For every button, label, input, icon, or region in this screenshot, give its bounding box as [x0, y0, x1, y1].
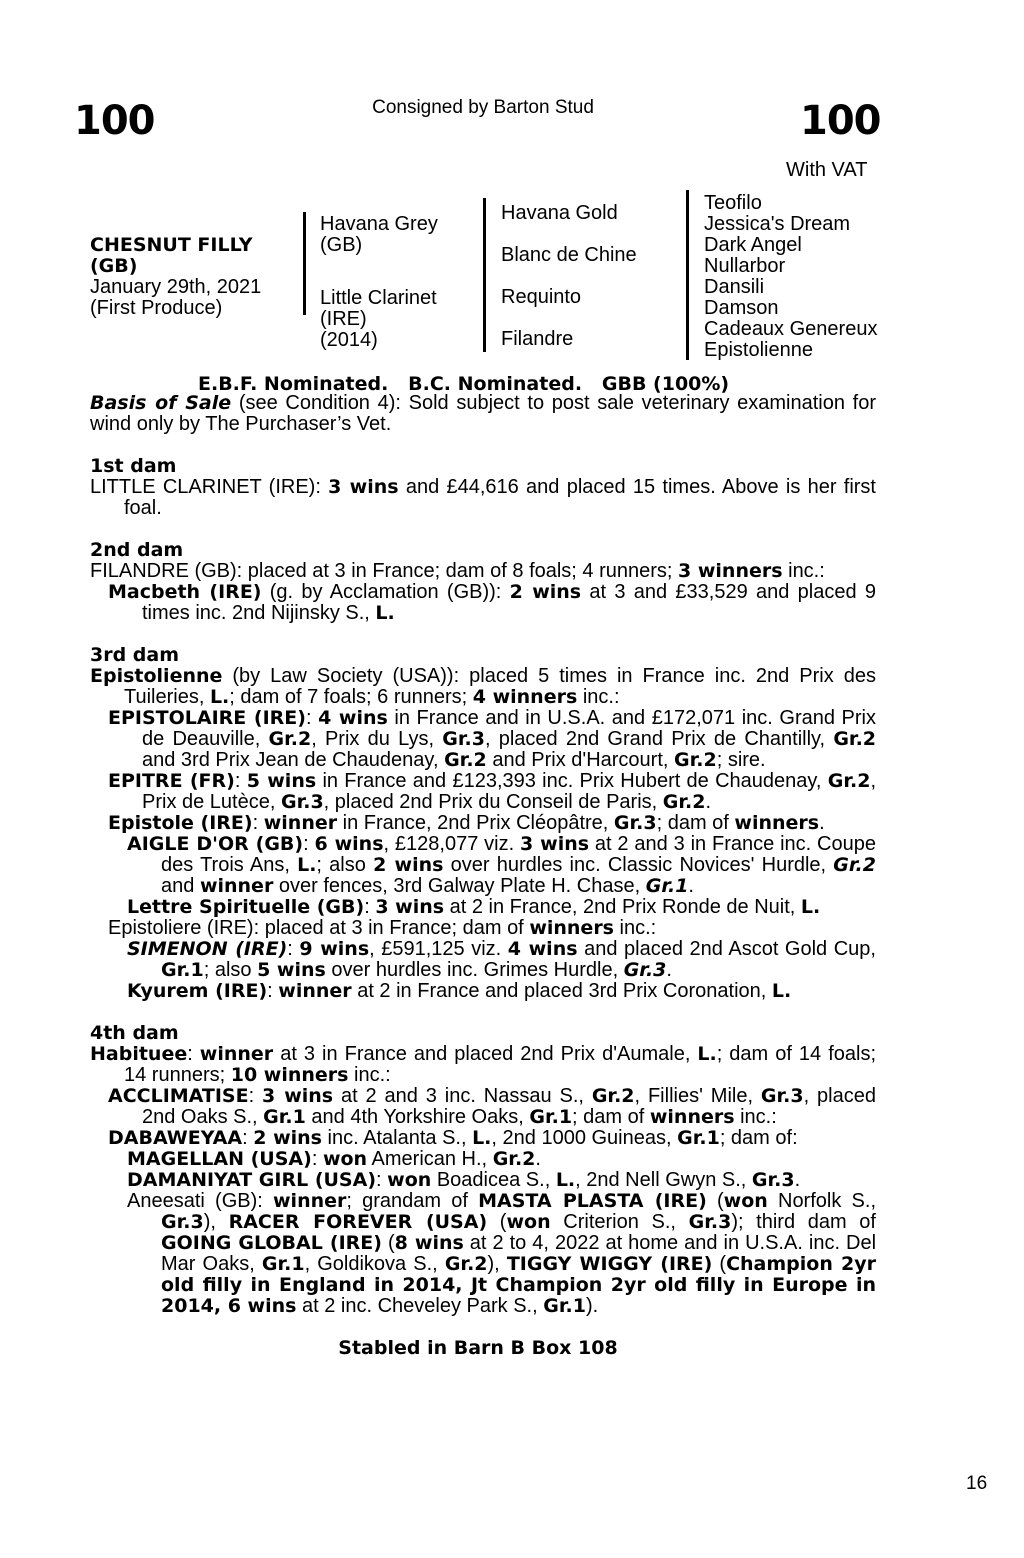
record-text: Gr.3 [280, 791, 324, 813]
record-text: inc.: [348, 1064, 391, 1086]
record-text: inc. Atalanta S., [321, 1127, 473, 1149]
nominations: E.B.F. Nominated. B.C. Nominated. GBB (100%) [198, 373, 730, 395]
record-text: and £44,616 and placed 15 times. Above is her first foal. [124, 476, 876, 519]
record-text: at 3 in France and placed 2nd Prix d'Aumale, [273, 1043, 698, 1065]
record-text: 6 wins [314, 833, 384, 855]
record-text: winner [263, 812, 338, 834]
record-text: GOING GLOBAL (IRE) [161, 1232, 382, 1254]
record-text: , £591,125 viz. [369, 938, 508, 960]
record-text: Gr.2 [827, 770, 871, 792]
record-text: Gr.2 [492, 1148, 536, 1170]
record-text: Criterion S., [550, 1211, 689, 1233]
record-text: L. [555, 1169, 576, 1191]
lot-number-left: 100 [74, 98, 155, 144]
record-text: RACER FOREVER (USA) [228, 1211, 488, 1233]
record-text: ; sire. [716, 749, 766, 771]
dam-record [90, 477, 876, 519]
progeny-record [127, 1149, 876, 1170]
record-text: , Prix de Lutèce, [142, 770, 876, 813]
record-text: Boadicea S., [431, 1169, 556, 1191]
record-text: , Fillies' Mile, [634, 1085, 761, 1107]
record-text: at 3 and £33,529 and placed 9 times inc. 2nd Nijinsky S., [142, 581, 876, 624]
record-text: Gr.2 [662, 791, 706, 813]
pedigree-sire [320, 214, 438, 256]
record-text: Habituee [90, 1043, 188, 1065]
record-text: (g. by Acclamation (GB)): [261, 581, 510, 603]
pedigree-divider-2 [483, 198, 486, 352]
pedigree-dam [320, 288, 437, 351]
record-text: L. [472, 1127, 492, 1149]
record-text: Epistole (IRE) [108, 812, 253, 834]
record-text: 8 wins [394, 1232, 464, 1254]
pedigree-gen2-4: Filandre [501, 328, 574, 350]
record-text: MAGELLAN (USA) [127, 1148, 312, 1170]
record-text: 3 wins [520, 833, 590, 855]
record-text: in France and £123,393 inc. Prix Hubert de Chaudenay, [316, 770, 828, 792]
record-text: 5 wins [257, 959, 326, 981]
record-text: Gr.3 [613, 812, 657, 834]
record-text: Macbeth (IRE) [108, 581, 262, 603]
record-text: AIGLE D'OR (GB) [127, 833, 304, 855]
record-text: 4 winners [472, 686, 578, 708]
record-text: : [376, 1169, 388, 1191]
progeny-record [108, 582, 876, 624]
dam-country: (IRE) [320, 308, 367, 330]
record-text: ( [706, 1190, 724, 1212]
record-text: , 2nd Nell Gwyn S., [575, 1169, 752, 1191]
section-heading: 1st dam [90, 455, 177, 477]
record-text: Gr.3 [751, 1169, 795, 1191]
gen3-name: Nullarbor [704, 255, 786, 277]
record-text: . [666, 959, 672, 981]
record-text: , placed 2nd Prix du Conseil de Paris, [323, 791, 663, 813]
record-text: ( [487, 1211, 507, 1233]
record-text: at 2 and 3 in France inc. Coupe des Trois Ans, [161, 833, 876, 876]
record-text: won [506, 1211, 551, 1233]
record-text: inc.: [734, 1106, 777, 1128]
record-text: at 2 inc. Cheveley Park S., [296, 1295, 544, 1317]
gen3-name: Jessica's Dream [704, 213, 851, 235]
record-text: TIGGY WIGGY (IRE) [506, 1253, 713, 1275]
record-text: ), [203, 1211, 229, 1233]
record-text: Gr.2 [591, 1085, 635, 1107]
record-text: ; dam of: [719, 1127, 798, 1149]
record-text: at 2 to 4, 2022 at home and in U.S.A. inc. Del Mar Oaks, [161, 1232, 877, 1275]
dam-sections [90, 435, 876, 1317]
record-text: : [242, 1127, 254, 1149]
record-text: over hurdles inc. Grimes Hurdle, [325, 959, 624, 981]
record-text: in France, 2nd Prix Cléopâtre, [337, 812, 614, 834]
record-text: DABAWEYAA [108, 1127, 243, 1149]
progeny-record [108, 708, 876, 771]
record-text: Champion 2yr old filly in England in 2014, Jt Champion 2yr old filly in Europe in 2014, 6 wins [161, 1253, 876, 1317]
progeny-record [127, 981, 876, 1002]
record-text: : [303, 833, 315, 855]
record-text: , placed 2nd Oaks S., [142, 1085, 876, 1128]
record-text: LITTLE CLARINET (IRE): [90, 476, 329, 498]
record-text: ). [585, 1295, 599, 1317]
record-text: winner [273, 1190, 347, 1212]
record-text: , Goldikova S., [304, 1253, 445, 1275]
basis-text: (see Condition 4): Sold subject to post sale veterinary examination for wind only by The Purchaser’s Vet. [90, 392, 877, 435]
record-text: Gr.3 [442, 728, 485, 750]
record-text: ); third dam of [731, 1211, 876, 1233]
record-text: ; grandam of [346, 1190, 479, 1212]
record-text: 4 wins [318, 707, 388, 729]
record-text: EPISTOLAIRE (IRE) [108, 707, 306, 729]
record-text: L. [800, 896, 821, 918]
record-text: Gr.3 [688, 1211, 732, 1233]
record-text: 3 wins [262, 1085, 334, 1107]
record-text: 3 wins [375, 896, 445, 918]
horse-title: CHESNUT FILLY [90, 234, 253, 256]
progeny-record [108, 918, 876, 939]
pedigree-divider-3 [686, 190, 689, 360]
record-text: Gr.1 [261, 1253, 305, 1275]
record-text: SIMENON (IRE) [127, 938, 288, 960]
record-text: 10 winners [230, 1064, 349, 1086]
record-text: . [535, 1148, 541, 1170]
record-text: 3 winners [678, 560, 783, 582]
pedigree-body [90, 393, 876, 1359]
record-text: ; also [316, 854, 374, 876]
foaling-date: January 29th, 2021 [90, 276, 262, 298]
record-text: . [705, 791, 712, 813]
progeny-record [108, 813, 876, 834]
record-text: Gr.3 [161, 1211, 204, 1233]
record-text: FILANDRE (GB): placed at 3 in France; dam of 8 foals; 4 runners; [90, 560, 679, 582]
record-text: 3 wins [328, 476, 399, 498]
record-text: ; also [203, 959, 258, 981]
record-text: , Prix du Lys, [311, 728, 443, 750]
section-heading: 4th dam [90, 1022, 179, 1044]
record-text: Gr.1 [543, 1295, 586, 1317]
pedigree-gen2-2: Blanc de Chine [501, 244, 637, 266]
record-text: at 2 in France, 2nd Prix Ronde de Nuit, [444, 896, 801, 918]
record-text: Epistoliere (IRE): placed at 3 in France; dam of [108, 917, 530, 939]
record-text: and 4th Yorkshire Oaks, [305, 1106, 530, 1128]
lot-number-right: 100 [800, 98, 881, 144]
record-text: L. [375, 602, 395, 624]
record-text: ( [381, 1232, 395, 1254]
record-text: Gr.2 [833, 728, 877, 750]
record-text: 2 wins [373, 854, 444, 876]
gen3-name: Cadeaux Genereux [704, 318, 878, 340]
pedigree-gen2-3: Requinto [501, 286, 582, 308]
record-text: over hurdles inc. Classic Novices' Hurdle, [443, 854, 834, 876]
record-text: Gr.1 [161, 959, 204, 981]
record-text: 9 wins [299, 938, 370, 960]
record-text: inc.: [782, 560, 825, 582]
record-text: Gr.2 [444, 749, 487, 771]
produce-note: (First Produce) [90, 297, 223, 319]
gen3-name: Dark Angel [704, 234, 802, 256]
record-text: : [311, 1148, 323, 1170]
record-text: winner [278, 980, 352, 1002]
record-text: inc.: [614, 917, 657, 939]
pedigree-divider-1 [303, 212, 306, 315]
record-text: winner [199, 875, 274, 897]
progeny-record [127, 1170, 876, 1191]
gen3-name: Dansili [704, 276, 765, 298]
pedigree-gen2-1: Havana Gold [501, 202, 618, 224]
record-text: winners [529, 917, 614, 939]
record-text: ), [487, 1253, 507, 1275]
progeny-record [127, 1191, 876, 1317]
section-heading: 3rd dam [90, 644, 180, 666]
record-text: Gr.2 [833, 854, 876, 876]
record-text: L. [209, 686, 230, 708]
dam-record [90, 561, 876, 582]
progeny-record [127, 834, 876, 897]
record-text: ; dam of 14 foals; 14 runners; [124, 1043, 876, 1086]
section-heading: 2nd dam [90, 539, 184, 561]
record-text: winners [734, 812, 820, 834]
vat-status: With VAT [786, 159, 868, 181]
record-text: . [819, 812, 825, 834]
record-text: L. [771, 980, 792, 1002]
record-text: : [234, 770, 247, 792]
record-text: over fences, 3rd Galway Plate H. Chase, [273, 875, 646, 897]
record-text: , placed 2nd Grand Prix de Chantilly, [484, 728, 834, 750]
consigned-by: Consigned by Barton Stud [372, 97, 594, 118]
record-text: L. [697, 1043, 717, 1065]
record-text: (by Law Society (USA)): placed 5 times in France inc. 2nd Prix des Tuileries, [124, 665, 876, 708]
progeny-record [108, 1086, 876, 1128]
record-text: DAMANIYAT GIRL (USA) [127, 1169, 377, 1191]
record-text: Epistolienne [90, 665, 223, 687]
record-text: L. [297, 854, 317, 876]
record-text: MASTA PLASTA (IRE) [478, 1190, 707, 1212]
record-text: Lettre Spirituelle (GB) [127, 896, 365, 918]
record-text: : [252, 812, 264, 834]
record-text: and Prix d'Harcourt, [486, 749, 674, 771]
record-text: : [248, 1085, 263, 1107]
record-text: , £128,077 viz. [383, 833, 521, 855]
record-text: 2 wins [253, 1127, 322, 1149]
pedigree-gen3 [704, 193, 877, 361]
progeny-record [127, 897, 876, 918]
page-number: 16 [966, 1473, 988, 1494]
record-text: Gr.2 [444, 1253, 488, 1275]
record-text: Gr.1 [263, 1106, 306, 1128]
record-text: Gr.2 [674, 749, 717, 771]
record-text: . [794, 1169, 801, 1191]
record-text: Gr.2 [268, 728, 312, 750]
basis-of-sale [90, 393, 876, 435]
dam-record [90, 666, 876, 708]
record-text: and 3rd Prix Jean de Chaudenay, [142, 749, 445, 771]
record-text: : [187, 1043, 200, 1065]
record-text: won [723, 1190, 768, 1212]
record-text: ; dam of [572, 1106, 650, 1128]
record-text: ; dam of 7 foals; 6 runners; [229, 686, 473, 708]
record-text: EPITRE (FR) [108, 770, 235, 792]
gen3-name: Epistolienne [704, 339, 813, 361]
record-text: at 2 in France and placed 3rd Prix Coronation, [351, 980, 772, 1002]
dam-name: Little Clarinet [320, 287, 437, 309]
record-text: winners [649, 1106, 735, 1128]
basis-label: Basis of Sale [90, 392, 232, 414]
record-text: 4 wins [507, 938, 578, 960]
record-text: ; dam of [656, 812, 735, 834]
record-text: at 2 and 3 inc. Nassau S., [333, 1085, 592, 1107]
record-text: Kyurem (IRE) [127, 980, 268, 1002]
record-text: Gr.1 [529, 1106, 573, 1128]
record-text: : [267, 980, 279, 1002]
dam-record [90, 1044, 876, 1086]
progeny-record [108, 1128, 876, 1149]
record-text: and placed 2nd Ascot Gold Cup, [577, 938, 876, 960]
progeny-record [127, 939, 876, 981]
record-text: . [688, 875, 694, 897]
record-text: inc.: [577, 686, 620, 708]
progeny-record [108, 771, 876, 813]
record-text: in France and in U.S.A. and £172,071 inc. Grand Prix de Deauville, [142, 707, 876, 750]
record-text: Gr.3 [760, 1085, 804, 1107]
gen3-name: Teofilo [704, 192, 762, 214]
record-text: American H., [367, 1148, 493, 1170]
record-text: 5 wins [246, 770, 317, 792]
record-text: Gr.3 [623, 959, 667, 981]
record-text: ACCLIMATISE [108, 1085, 249, 1107]
record-text: Gr.1 [645, 875, 689, 897]
record-text: , 2nd 1000 Guineas, [491, 1127, 678, 1149]
horse-title-country: (GB) [90, 255, 138, 277]
record-text: Aneesati (GB): [127, 1190, 273, 1212]
record-text: and [161, 875, 200, 897]
record-text: won [387, 1169, 432, 1191]
record-text: won [322, 1148, 368, 1170]
record-text: winner [199, 1043, 274, 1065]
record-text: : [364, 896, 376, 918]
stabled-location: Stabled in Barn B Box 108 [338, 1337, 618, 1359]
sire-country: (GB) [320, 234, 363, 256]
record-text: Norfolk S., [767, 1190, 876, 1212]
gen3-name: Damson [704, 297, 779, 319]
dam-year: (2014) [320, 329, 378, 351]
sire-name: Havana Grey [320, 213, 438, 235]
record-text: : [305, 707, 319, 729]
record-text: 2 wins [509, 581, 582, 603]
record-text: ( [712, 1253, 727, 1275]
record-text: Gr.1 [677, 1127, 720, 1149]
horse-description [90, 235, 261, 319]
record-text: : [287, 938, 300, 960]
